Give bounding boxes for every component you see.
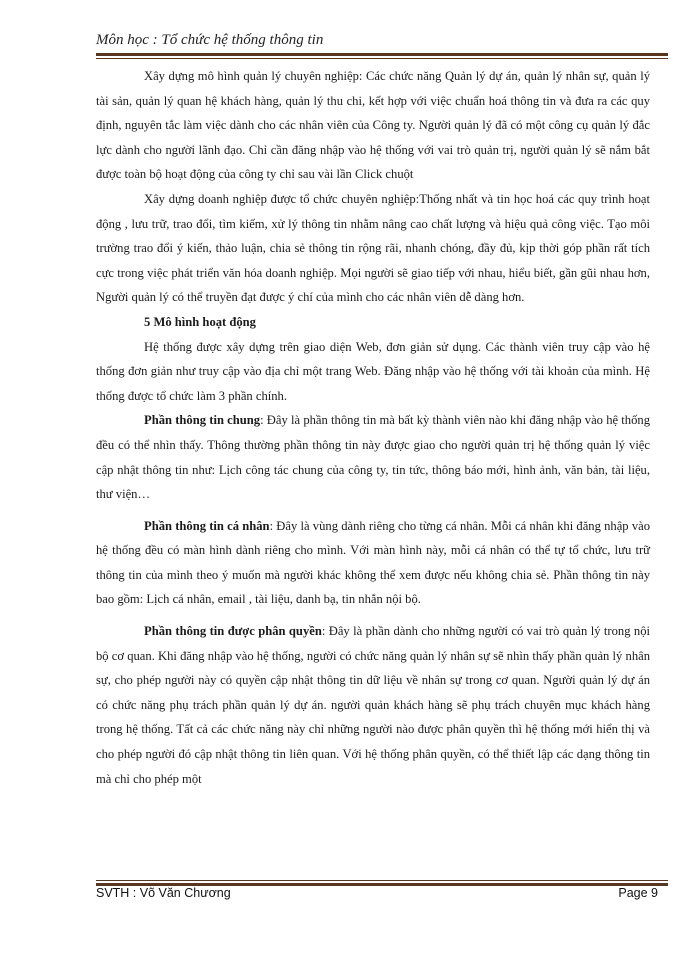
page-header: Môn học : Tổ chức hệ thống thông tin [96, 32, 324, 48]
term-authorized-info: Phần thông tin được phân quyền [144, 624, 322, 639]
page-body [96, 64, 650, 791]
paragraph-general-info [96, 408, 650, 506]
page-footer [96, 886, 658, 900]
paragraph-general-info-text: : Đây là phần thông tin mà bất kỳ thành viên nào khi đăng nhập vào hệ thống đều có thể nhìn thấy. Thông thường phần thông tin này được giao cho người quản trị hệ thống quản lý việc cập nhật thông tin như: Lịch công tác chung của công ty, tin tức, thông báo mới, hình ảnh, văn bản, tài liệu, thư viện… [96, 413, 650, 502]
paragraph-professional-enterprise: Xây dựng doanh nghiệp được tổ chức chuyên nghiệp:Thống nhất và tin học hoá các quy trình hoạt động , lưu trữ, trao đổi, tìm kiếm, xử lý thông tin nhằm nâng cao chất lượng và hiệu quả công việc. Tạo môi trường trao đổi ý kiến, thảo luận, chia sẻ thông tin rộng rãi, nhanh chóng, đầy đủ, kịp thời góp phần rất tích cực trong việc phát triển văn hóa doanh nghiệp. Mọi người sẽ giao tiếp với nhau, hiểu biết, gần gũi nhau hơn, Người quản lý có thể truyền đạt được ý chí của mình cho các nhân viên dễ dàng hơn. [96, 191, 650, 305]
footer-author: SVTH : Võ Văn Chương [96, 886, 231, 900]
paragraph-authorized-info-text: : Đây là phần dành cho những người có vai trò quản lý trong nội bộ cơ quan. Khi đăng nhập vào hệ thống, người có chức năng quản lý nhân sự sẽ nhìn thấy phần quản lý nhân sự, cho phép người này có quyền cập nhật thông tin dữ liệu về nhân sự trong cơ quan. Người quản lý dự án có chức năng phụ trách phần quản lý dự án. người quản khách hàng sẽ phụ trách chuyên mục khách hàng trong hệ thống. Tất cả các chức năng này chỉ những người nào được phân quyền thì hệ thống mới hiển thị và cho phép người đó cập nhật thông tin liên quan. Với hệ thống phân quyền, có thể thiết lập các dạng thông tin mà chỉ cho phép một [96, 624, 650, 786]
paragraph-authorized-info [96, 619, 650, 791]
section-heading-operating-model: 5 Mô hình hoạt động [144, 314, 256, 329]
term-personal-info: Phần thông tin cá nhân [144, 518, 270, 533]
paragraph-personal-info-text: : Đây là vùng dành riêng cho từng cá nhân. Mỗi cá nhân khi đăng nhập vào hệ thống đều có màn hình dành riêng cho mình. Với màn hình này, mỗi cá nhân có thể tự tổ chức, lưu trữ thông tin của mình theo ý muốn mà người khác không thể xem được nếu không chia sẻ. Phần thông tin này bao gồm: Lịch cá nhân, email , tài liệu, danh bạ, tin nhắn nội bộ. [96, 518, 651, 607]
paragraph-personal-info [96, 514, 650, 612]
paragraph-system-overview: Hệ thống được xây dựng trên giao diện Web, đơn giản sử dụng. Các thành viên truy cập vào hệ thống đơn giản như truy cập vào địa chỉ một trang Web. Đăng nhập vào hệ thống với tài khoản của mình. Hệ thống được tổ chức làm 3 phần chính. [96, 339, 650, 403]
page-number: Page 9 [618, 886, 658, 900]
term-general-info: Phần thông tin chung [144, 413, 261, 428]
paragraph-professional-management: Xây dựng mô hình quản lý chuyên nghiệp: Các chức năng Quản lý dự án, quản lý nhân sự, quản lý tài sản, quản lý quan hệ khách hàng, quản lý thu chi, kết hợp với việc chuẩn hoá thông tin và đưa ra các quy định, nguyên tắc làm việc dành cho các nhân viên của Công ty. Người quản lý đã có một công cụ quản lý đắc lực dành cho người lãnh đạo. Chỉ cần đăng nhập vào hệ thống với vai trò quản trị, người quản lý sẽ nắm bắt được toàn bộ hoạt động của công ty chỉ sau vài lần Click chuột [96, 69, 650, 182]
